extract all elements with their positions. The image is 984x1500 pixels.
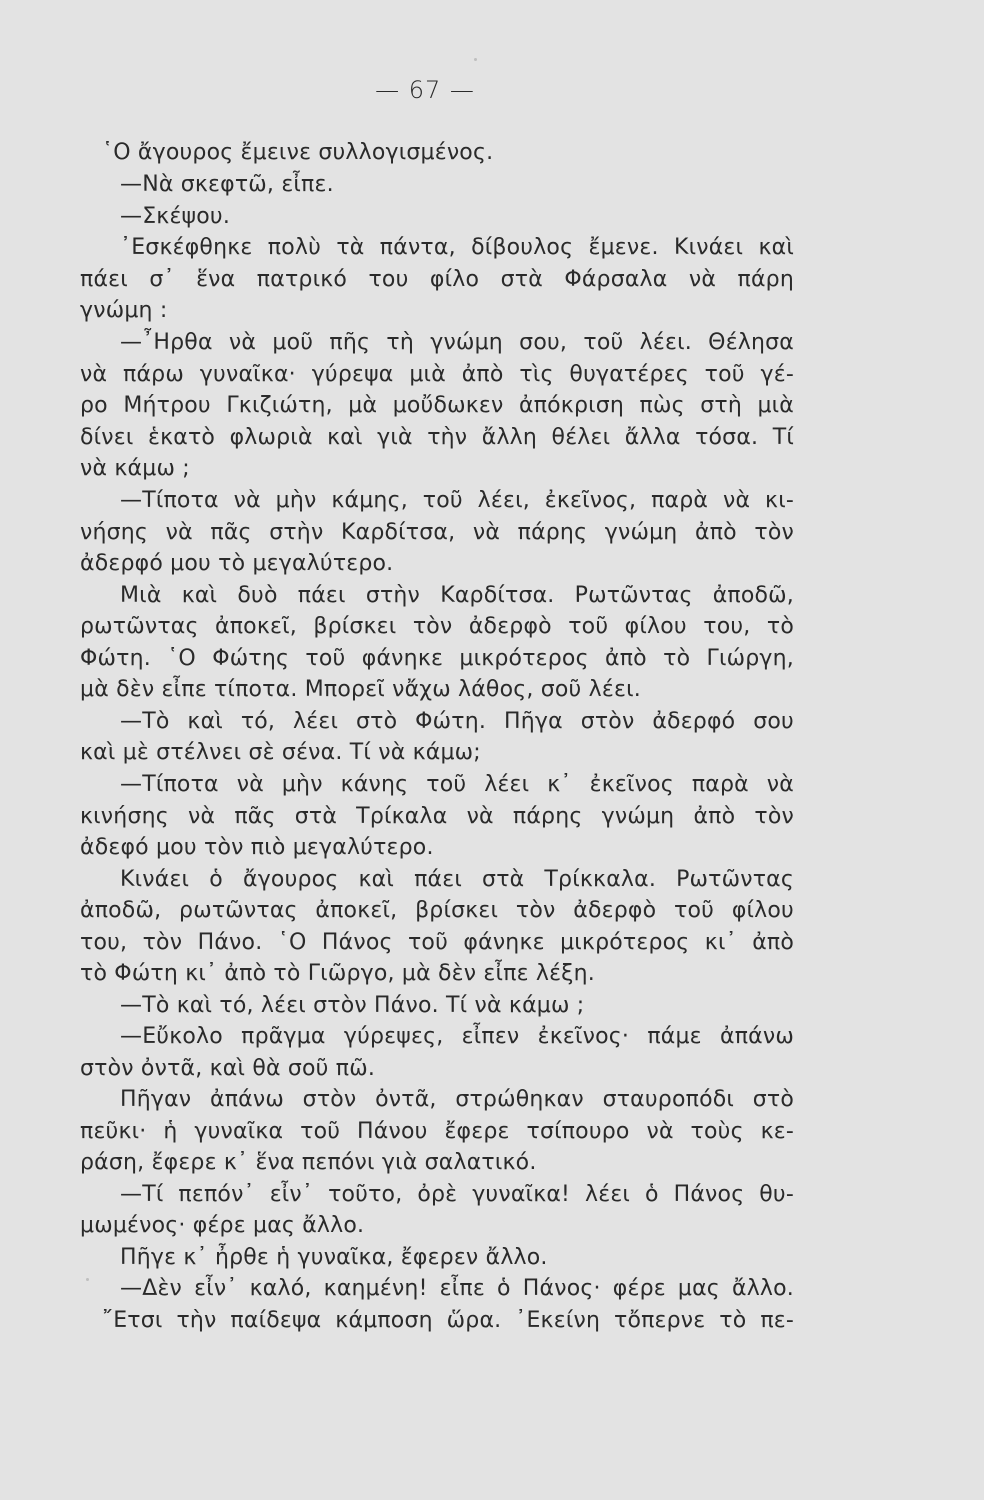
text-line: Κινάει ὁ ἄγουρος καὶ πάει στὰ Τρίκκαλα. Ρωτῶντας	[120, 867, 794, 892]
text-line: πεῦκι· ἡ γυναῖκα τοῦ Πάνου ἔφερε τσίπουρο νὰ τοὺς κε-	[80, 1119, 794, 1144]
text-line: —Τὸ καὶ τό, λέει στὸν Πάνο. Τί νὰ κάμω ;	[120, 993, 585, 1018]
text-line: ῾Ο ἄγουρος ἔμεινε συλλογισμένος.	[102, 140, 494, 165]
text-line: καὶ μὲ στέλνει σὲ σένα. Τί νὰ κάμω;	[80, 740, 481, 765]
text-line: ράση, ἔφερε κ᾿ ἕνα πεπόνι γιὰ σαλατικό.	[80, 1150, 537, 1175]
text-line: γνώμη :	[80, 298, 168, 323]
text-line: τὸ Φώτη κι᾿ ἀπὸ τὸ Γιῶργο, μὰ δὲν εἶπε λέξη.	[80, 961, 595, 986]
text-line: νὰ κάμω ;	[80, 456, 190, 481]
text-line: Πῆγε κ᾿ ἦρθε ἡ γυναῖκα, ἔφερεν ἄλλο.	[120, 1245, 548, 1270]
text-line: —Δὲν εἶν᾿ καλό, καημένη! εἶπε ὁ Πάνος· φέρε μας ἄλλο.	[120, 1276, 794, 1301]
text-line: —Εὔκολο πρᾶγμα γύρεψες, εἶπεν ἐκεῖνος· πάμε ἀπάνω	[120, 1024, 794, 1049]
text-line: πάει σ᾿ ἕνα πατρικό του φίλο στὰ Φάρσαλα νὰ πάρη	[80, 267, 794, 292]
text-line: Πῆγαν ἀπάνω στὸν ὀντᾶ, στρώθηκαν σταυροπόδι στὸ	[120, 1087, 794, 1112]
text-line: μὰ δὲν εἶπε τίποτα. Μπορεῖ νἄχω λάθος, σοῦ λέει.	[80, 677, 641, 702]
text-line: —Τίποτα νὰ μὴν κάνης τοῦ λέει κ᾿ ἐκεῖνος παρὰ νὰ	[120, 772, 794, 797]
text-line: —Νὰ σκεφτῶ, εἶπε.	[120, 172, 334, 197]
text-line: Μιὰ καὶ δυὸ πάει στὴν Καρδίτσα. Ρωτῶντας ἀποδῶ,	[120, 583, 794, 608]
paper-speck	[86, 1278, 89, 1281]
text-line: —Τὸ καὶ τό, λέει στὸ Φώτη. Πῆγα στὸν ἀδερφό σου	[120, 709, 794, 734]
text-line: —Σκέψου.	[120, 204, 231, 229]
text-line: ῎Ετσι τὴν παίδεψα κάμποση ὥρα. ᾿Εκείνη τὄπερνε τὸ πε-	[102, 1308, 794, 1333]
text-line: μωμένος· φέρε μας ἄλλο.	[80, 1213, 365, 1238]
text-line: νήσης νὰ πᾶς στὴν Καρδίτσα, νὰ πάρης γνώμη ἀπὸ τὸν	[80, 520, 794, 545]
text-line: ρο Μήτρου Γκιζιώτη, μὰ μοὔδωκεν ἀπόκριση πὼς στὴ μιὰ	[80, 393, 794, 418]
text-line: κινήσης νὰ πᾶς στὰ Τρίκαλα νὰ πάρης γνώμη ἀπὸ τὸν	[80, 804, 794, 829]
text-line: νὰ πάρω γυναῖκα· γύρεψα μιὰ ἀπὸ τὶς θυγατέρες τοῦ γέ-	[80, 362, 794, 387]
text-line: Φώτη. ῾Ο Φώτης τοῦ φάνηκε μικρότερος ἀπὸ τὸ Γιώργη,	[80, 646, 794, 671]
text-line: —῏Ηρθα νὰ μοῦ πῆς τὴ γνώμη σου, τοῦ λέει. Θέλησα	[120, 330, 794, 355]
text-line: ἀποδῶ, ρωτῶντας ἀποκεῖ, βρίσκει τὸν ἀδερφὸ τοῦ φίλου	[80, 898, 794, 923]
text-line: —Τί πεπόν᾿ εἶν᾿ τοῦτο, ὀρὲ γυναῖκα! λέει ὁ Πάνος θυ-	[120, 1182, 794, 1207]
text-line: ἀδεφό μου τὸν πιὸ μεγαλύτερο.	[80, 835, 434, 860]
text-line: ἀδερφό μου τὸ μεγαλύτερο.	[80, 551, 394, 576]
text-line: του, τὸν Πάνο. ῾Ο Πάνος τοῦ φάνηκε μικρότερος κι᾿ ἀπὸ	[80, 930, 794, 955]
text-line: δίνει ἑκατὸ φλωριὰ καὶ γιὰ τὴν ἄλλη θέλει ἄλλα τόσα. Τί	[80, 425, 794, 450]
page-number: — 67 —	[375, 76, 475, 104]
text-line: ᾿Εσκέφθηκε πολὺ τὰ πάντα, δίβουλος ἔμενε. Κινάει καὶ	[120, 235, 794, 260]
text-line: στὸν ὀντᾶ, καὶ θὰ σοῦ πῶ.	[80, 1056, 376, 1081]
text-line: ρωτῶντας ἀποκεῖ, βρίσκει τὸν ἀδερφὸ τοῦ φίλου του, τὸ	[80, 614, 794, 639]
text-line: —Τίποτα νὰ μὴν κάμης, τοῦ λέει, ἐκεῖνος, παρὰ νὰ κι-	[120, 488, 794, 513]
paper-speck	[474, 58, 477, 61]
